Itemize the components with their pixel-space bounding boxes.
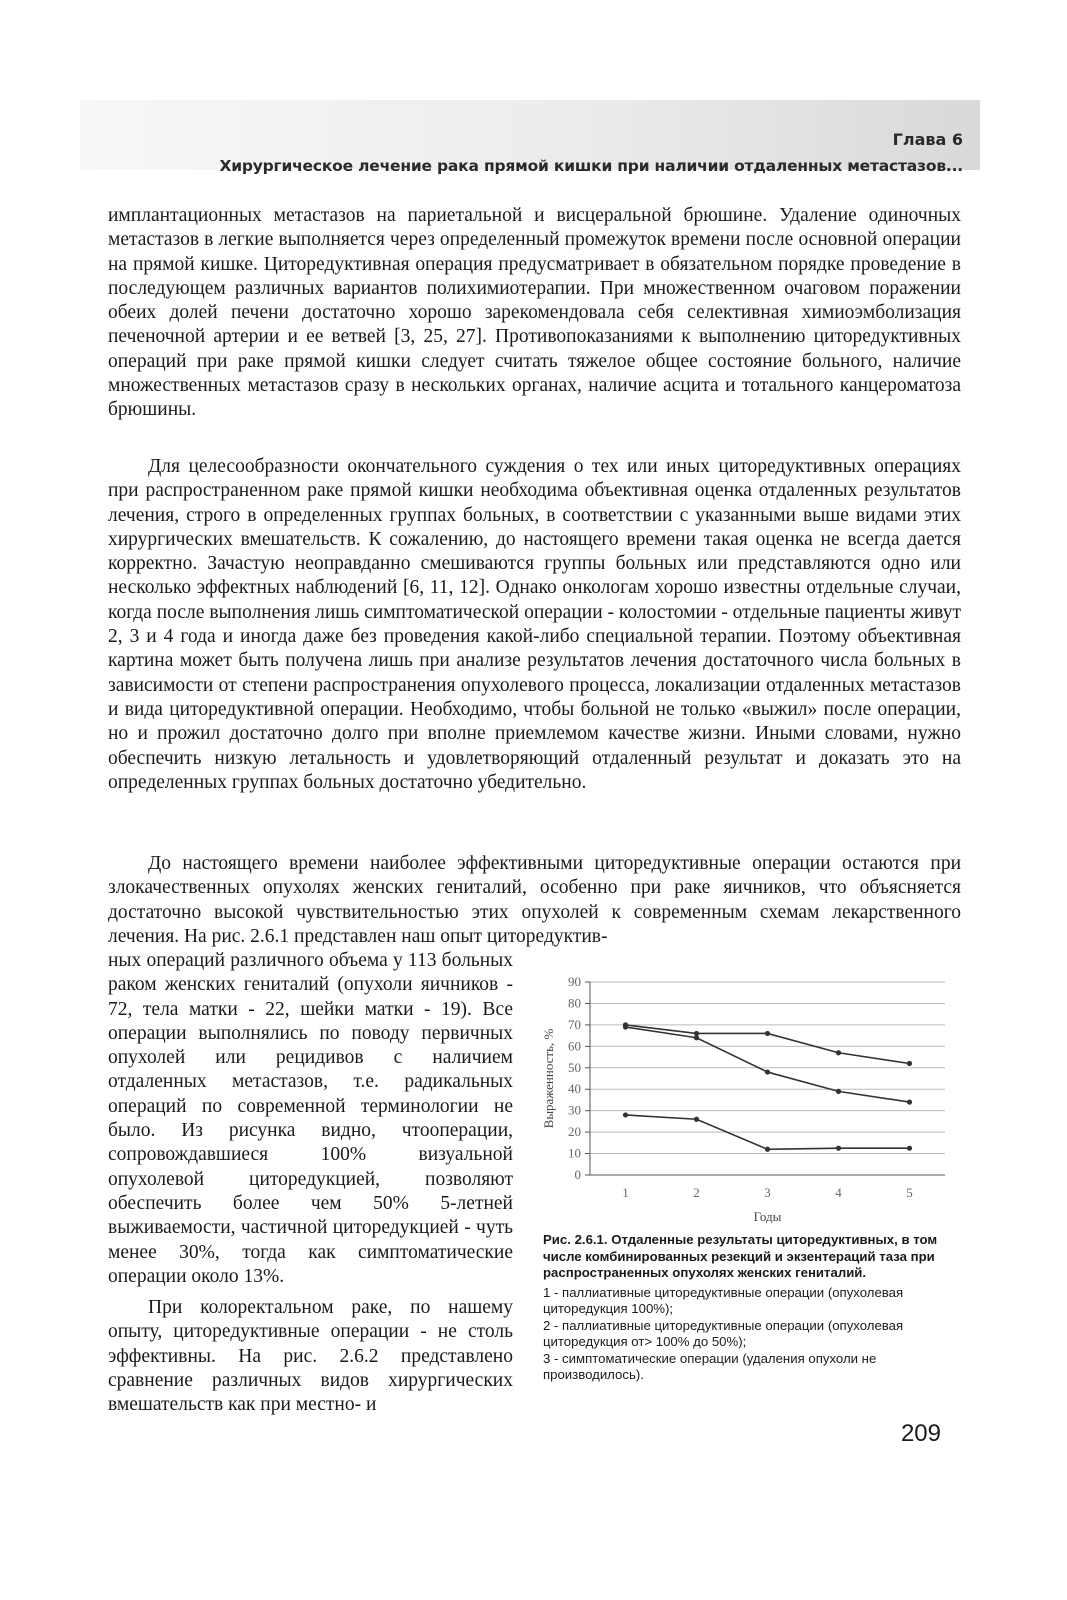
y-tick-label: 10 [568, 1145, 581, 1161]
y-tick-label: 50 [568, 1059, 581, 1075]
y-tick-label: 60 [568, 1038, 581, 1054]
series-2-point [694, 1035, 699, 1040]
paragraph-1: имплантационных метастазов на париетальной и висцеральной брюшине. Удаление одиночных метастазов в легкие выполняется через определенный промежуток времени после основной операции на прямой кишке. Циторедуктивная операция предусматривает в обязательном порядке проведение в последующем различных вариантов полихимиотерапии. При множественном очаговом поражении обеих долей печени достаточно хорошо зарекомендовала себя селективная химиоэмболизация печеночной артерии и ее ветвей [3, 25, 27]. Противопоказаниями к выполнению циторедуктивных операций при раке прямой кишки следует считать тяжелое общее состояние больного, наличие множественных метастазов сразу в нескольких органах, наличие асцита и тотального канцероматоза брюшины. [108, 205, 961, 421]
paragraph-3-continued: ных операций различного объема у 113 больных раком женских гениталий (опухоли яичников - 72, тела матки - 22, шейки матки - 19). Все операции выполнялись по поводу первичных опухолей или рецидивов с наличием отдаленных метастазов, т.е. радикальных операций по современной терминологии не было. Из рисунка видно, чтооперации, сопровождавшиеся 100% визуальной опухолевой циторедукцией, позволяют обеспечить более чем 50% 5-летней выживаемости, частичной циторедукцией - чуть менее 30%, тогда как симптоматические операции около 13%. [108, 950, 513, 1287]
legend-item-2: 2 - паллиативные циторедуктивные операции (опухолевая циторедукция от> 100% до 50%); [543, 1317, 904, 1349]
chart-canvas [540, 970, 960, 1230]
paragraph-3: До настоящего времени наиболее эффективными циторедуктивные операции остаются при злокачественных опухолях женских гениталий, особенно при раке яичников, что объясняется достаточно высокой чувствительностью этих опухолей к современным схемам лекарственного лечения. На рис. 2.6.1 представлен наш опыт циторедуктив- [108, 853, 961, 947]
series-3-point [623, 1112, 628, 1117]
y-tick-label: 30 [568, 1102, 581, 1118]
series-3-point [907, 1146, 912, 1151]
series-2-line [626, 1027, 910, 1102]
y-tick-label: 0 [574, 1167, 581, 1182]
x-tick-label: 1 [622, 1185, 629, 1200]
y-tick-label: 80 [568, 995, 581, 1011]
running-title: Хирургическое лечение рака прямой кишки при наличии отдаленных метастазов... [219, 157, 963, 175]
series-2-point [623, 1024, 628, 1029]
x-axis-title: Годы [753, 1209, 782, 1224]
x-tick-label: 2 [693, 1185, 700, 1200]
series-1-point [836, 1050, 841, 1055]
caption-title: Рис. 2.6.1. Отдаленные результаты циторедуктивных, в том числе комбинированных резекций и экзентераций таза при распространенных опухолях женских гениталий. [543, 1232, 938, 1280]
series-1-point [765, 1031, 770, 1036]
x-tick-label: 4 [835, 1185, 842, 1200]
legend-item-3: 3 - симптоматические операции (удаления опухоли не производилось). [543, 1350, 877, 1382]
survival-line-chart [540, 970, 960, 1230]
legend-item-1: 1 - паллиативные циторедуктивные операции (опухолевая циторедукция 100%); [543, 1284, 904, 1316]
y-tick-label: 40 [568, 1081, 581, 1097]
series-3-point [765, 1147, 770, 1152]
series-2-point [907, 1099, 912, 1104]
series-1-line [626, 1025, 910, 1064]
chapter-label: Глава 6 [892, 130, 963, 149]
series-3-point [694, 1117, 699, 1122]
paragraph-2: Для целесообразности окончательного суждения о тех или иных циторедуктивных операциях при распространенном раке прямой кишки необходима объективная оценка отдаленных результатов лечения, строго в определенных группах больных, в соответствии с указанными выше видами этих хирургических вмешательств. К сожалению, до настоящего времени такая оценка не всегда дается корректно. Зачастую неоправданно смешиваются группы больных или представляются одно или несколько эффектных наблюдений [6, 11, 12]. Однако онкологам хорошо известны отдельные случаи, когда после выполнения лишь симптоматической операции - колостомии - отдельные пациенты живут 2, 3 и 4 года и иногда даже без проведения какой-либо специальной терапии. Поэтому объективная картина может быть получена лишь при анализе результатов лечения достаточного числа больных в зависимости от степени распространения опухолевого процесса, локализации отдаленных метастазов и вида циторедуктивной операции. Необходимо, чтобы больной не только «выжил» после операции, но и прожил достаточно долго при вполне приемлемом качестве жизни. Иными словами, нужно обеспечить низкую летальность и удовлетворяющий отдаленный результат и доказать это на определенных группах больных достаточно убедительно. [108, 456, 961, 793]
series-3-point [836, 1146, 841, 1151]
page-number: 209 [900, 1420, 941, 1447]
y-axis-title: Выраженность, % [541, 1028, 556, 1129]
y-tick-label: 70 [568, 1016, 581, 1032]
y-tick-label: 20 [568, 1124, 581, 1140]
x-tick-label: 3 [764, 1185, 771, 1200]
series-1-point [907, 1061, 912, 1066]
paragraph-4: При колоректальном раке, по нашему опыту, циторедуктивные операции - не столь эффективны. На рис. 2.6.2 представлено сравнение различных видов хирургических вмешательств как при местно- и [108, 1297, 513, 1416]
series-2-point [836, 1089, 841, 1094]
y-tick-label: 90 [568, 974, 581, 989]
series-2-point [765, 1069, 770, 1074]
figure-caption [543, 1232, 953, 1384]
x-tick-label: 5 [906, 1185, 913, 1200]
